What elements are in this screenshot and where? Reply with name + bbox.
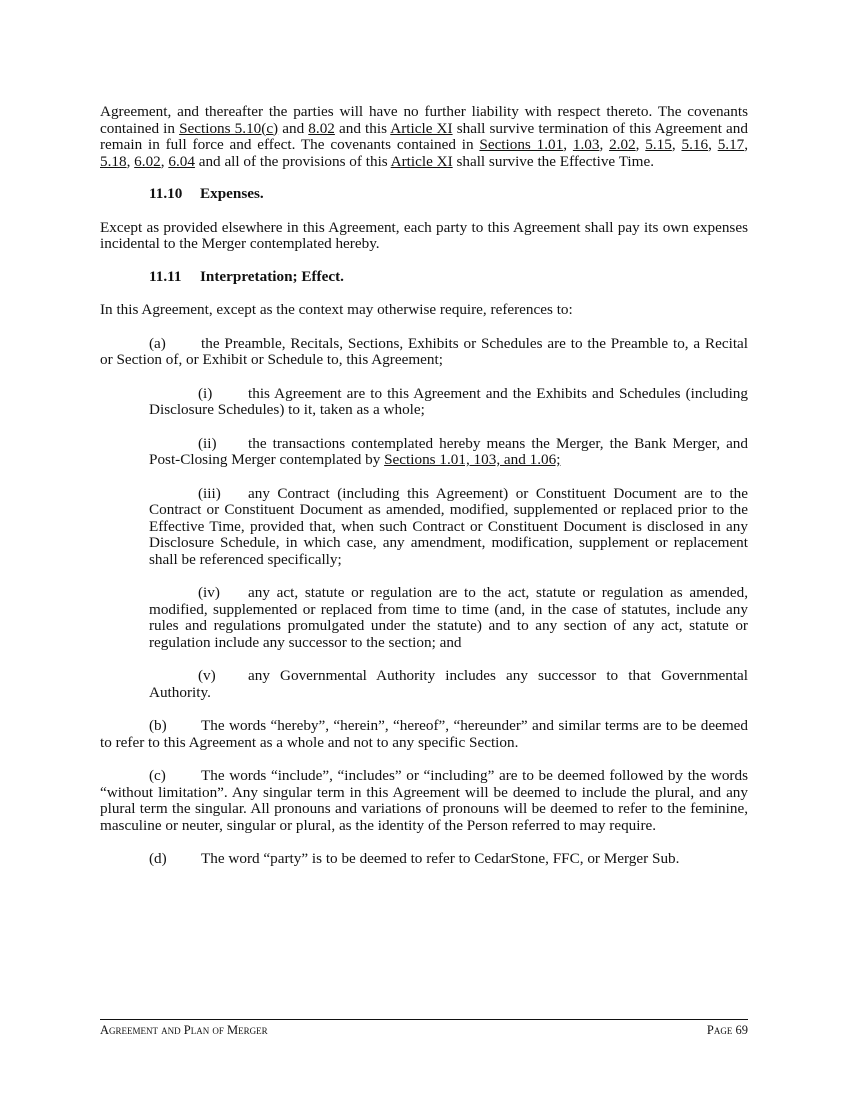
clause-v: (v) any Governmental Authority includes any successor to that Governmental Authority. (149, 667, 748, 701)
article-ref-link[interactable]: Article XI (390, 119, 453, 137)
clause-b: (b) The words “hereby”, “herein”, “hereof”, “hereunder” and similar terms are to be deemed to refer to this Agreement as a whole and not to any specific Section. (100, 717, 748, 751)
section-ref-link[interactable]: Sections 1.01, 103, and 1.06; (384, 451, 561, 468)
section-ref-link[interactable]: 6.02 (134, 152, 161, 170)
clause-d: (d) The word “party” is to be deemed to refer to CedarStone, FFC, or Merger Sub. (149, 850, 680, 867)
clause-c: (c) The words “include”, “includes” or “including” are to be deemed followed by the words “without limitation”. Any singular term in this Agreement will be deemed to include the plural, and any plural term the singular. All pronouns and variations of pronouns will be deemed to refer to the feminine, masculine or neuter, singular or plural, as the identity of the Person referred to may require. (100, 767, 748, 834)
intro-paragraph: Agreement, and thereafter the parties will have no further liability with respect thereto. The covenants contained in Sections 5.10(c) and 8.02 and this Article XI shall survive termination of this Agreement and remain in full force and effect. The covenants contained in Sections 1.01, 1.03, 2.02, 5.15, 5.16, 5.17, 5.18, 6.02, 6.04 and all of the provisions of this Article XI shall survive the Effective Time. (100, 103, 749, 170)
clause-ii: (ii) the transactions contemplated hereby means the Merger, the Bank Merger, and Post-Closing Merger contemplated by Sections 1.01, 103, and 1.06; (149, 434, 748, 468)
section-ref-link[interactable]: 6.04 (168, 152, 195, 170)
clause-a: (a) the Preamble, Recitals, Sections, Exhibits or Schedules are to the Preamble to, a Recital or Section of, or Exhibit or Schedule to, this Agreement; (100, 334, 748, 368)
article-ref-link[interactable]: Article XI (390, 152, 453, 170)
section-ref-link[interactable]: 5.18 (100, 152, 127, 170)
section-ref-link[interactable]: 5.17 (717, 136, 745, 153)
section-ref-link[interactable]: Sections 5.10(c) (179, 119, 279, 137)
section-ref-link[interactable]: 8.02 (308, 119, 335, 137)
section-heading-11-11: 11.11 Interpretation; Effect. (149, 267, 344, 285)
section-heading-11-10: 11.10 Expenses. (149, 185, 264, 202)
clause-iv: (iv) any act, statute or regulation are to the act, statute or regulation as amended, modified, supplemented or replaced from time to time (and, in the case of statutes, include any rules and regulations promulgated under the statute) and to any section of any act, statute or regulation include any successor to the section; and (149, 584, 748, 651)
footer-page-number: Page 69 (706, 1023, 748, 1037)
section-ref-link[interactable]: 5.15 (645, 136, 672, 153)
clause-iii: (iii) any Contract (including this Agreement) or Constituent Document are to the Contract or Constituent Document as amended, modified, supplemented or replaced prior to the Effective Time, provided that, when such Contract or Constituent Document is disclosed in any Disclosure Schedule, in which case, any amendment, modification, supplement or replacement shall be referenced specifically; (149, 484, 748, 568)
section-ref-link[interactable]: 1.03 (572, 136, 600, 153)
page-body (100, 104, 748, 868)
interpretation-lead: In this Agreement, except as the context may otherwise require, references to: (100, 301, 573, 318)
footer-document-title: Agreement and Plan of Merger (100, 1023, 268, 1037)
page-footer (100, 1019, 748, 1037)
section-ref-link[interactable]: 2.02 (609, 136, 636, 153)
clause-i: (i) this Agreement are to this Agreement and the Exhibits and Schedules (including Disclosure Schedules) to it, taken as a whole; (149, 384, 748, 418)
section-ref-link[interactable]: Sections 1.01 (479, 136, 564, 153)
expenses-paragraph: Except as provided elsewhere in this Agreement, each party to this Agreement shall pay its own expenses incidental to the Merger contemplated hereby. (100, 218, 748, 252)
section-ref-link[interactable]: 5.16 (681, 136, 709, 153)
